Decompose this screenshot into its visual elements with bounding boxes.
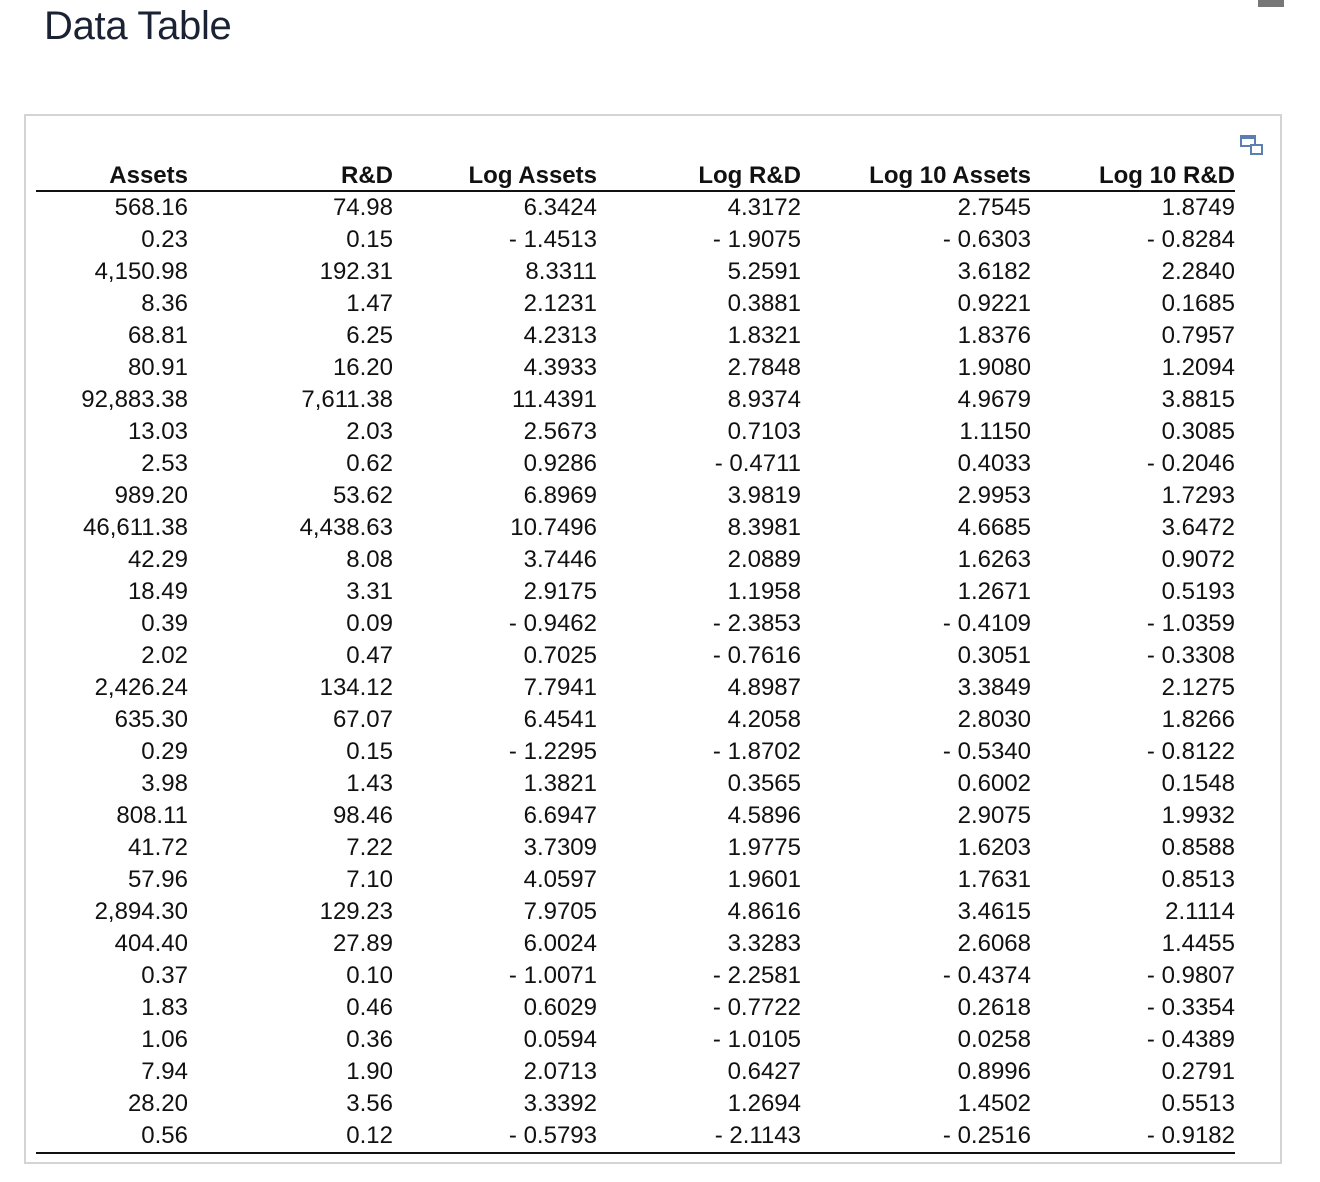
table-row	[36, 1088, 1235, 1120]
table-cell-assets: 18.49	[127, 578, 188, 605]
table-cell-assets: 3.98	[141, 770, 188, 797]
table-cell-log10-assets: 1.2671	[957, 578, 1031, 605]
table-cell-rd: 1.43	[346, 770, 393, 797]
table-cell-assets: 7.94	[141, 1058, 188, 1085]
table-cell-log10-rd: 3.8815	[1161, 386, 1235, 413]
table-row	[36, 704, 1235, 736]
table-cell-assets: 2,426.24	[94, 674, 188, 701]
table-cell-assets: 0.39	[141, 610, 188, 637]
table-cell-log10-rd: 0.3085	[1161, 418, 1235, 445]
table-cell-log-assets: 6.3424	[523, 194, 597, 221]
table-cell-log10-rd: - 0.8284	[1146, 226, 1235, 253]
column-header-log10-rd: Log 10 R&D	[1031, 156, 1235, 191]
table-cell-log10-assets: 4.9679	[957, 386, 1031, 413]
table-row	[36, 191, 1235, 224]
table-row	[36, 1024, 1235, 1056]
table-row	[36, 640, 1235, 672]
table-cell-log10-rd: 0.2791	[1161, 1058, 1235, 1085]
table-cell-log-rd: - 0.7616	[712, 642, 801, 669]
table-cell-log10-rd: - 0.3308	[1146, 642, 1235, 669]
table-cell-log10-assets: 4.6685	[957, 514, 1031, 541]
table-cell-log10-rd: 0.5193	[1161, 578, 1235, 605]
table-cell-rd: 1.47	[346, 290, 393, 317]
table-cell-log-assets: - 1.0071	[508, 962, 597, 989]
table-cell-log10-rd: - 0.9182	[1031, 1120, 1235, 1153]
table-cell-log-rd: 4.3172	[727, 194, 801, 221]
table-cell-rd: 134.12	[319, 674, 393, 701]
table-cell-assets: 28.20	[127, 1090, 188, 1117]
table-cell-log10-rd: 1.4455	[1161, 930, 1235, 957]
table-cell-rd: 3.56	[346, 1090, 393, 1117]
table-cell-log10-rd: 1.8266	[1161, 706, 1235, 733]
table-cell-assets: 989.20	[114, 482, 188, 509]
table-row	[36, 544, 1235, 576]
table-cell-log-rd: 8.3981	[727, 514, 801, 541]
table-cell-log-assets: 2.0713	[523, 1058, 597, 1085]
table-cell-log10-assets: 3.6182	[957, 258, 1031, 285]
table-row	[36, 288, 1235, 320]
table-cell-rd: 0.10	[346, 962, 393, 989]
table-cell-log10-rd: 2.1114	[1165, 898, 1235, 925]
table-cell-log10-rd: - 0.2046	[1146, 450, 1235, 477]
table-row	[36, 736, 1235, 768]
table-cell-rd: 7,611.38	[301, 386, 393, 413]
table-row	[36, 384, 1235, 416]
table-cell-log-assets: 8.3311	[525, 258, 597, 285]
table-cell-assets: 92,883.38	[81, 386, 188, 413]
table-cell-log10-rd: - 0.4389	[1146, 1026, 1235, 1053]
table-cell-log-rd: 1.8321	[727, 322, 801, 349]
table-row	[36, 672, 1235, 704]
table-row	[36, 992, 1235, 1024]
table-cell-log-rd: - 0.4711	[714, 450, 801, 477]
table-cell-log-rd: 0.3565	[727, 770, 801, 797]
table-cell-log-rd: 4.2058	[727, 706, 801, 733]
table-cell-rd: 7.10	[346, 866, 393, 893]
table-cell-assets: 2.02	[141, 642, 188, 669]
table-cell-log10-assets: 1.1150	[959, 418, 1031, 445]
table-cell-log-rd: - 2.1143	[597, 1120, 801, 1153]
column-header-log10-assets: Log 10 Assets	[801, 156, 1031, 191]
table-cell-assets: 635.30	[114, 706, 188, 733]
table-cell-assets: 1.83	[141, 994, 188, 1021]
table-row	[36, 864, 1235, 896]
table-cell-log-rd: - 0.7722	[712, 994, 801, 1021]
column-header-log-rd: Log R&D	[597, 156, 801, 191]
table-cell-log10-assets: 2.9953	[957, 482, 1031, 509]
table-cell-log10-assets: 0.2618	[957, 994, 1031, 1021]
table-cell-rd: 0.47	[346, 642, 393, 669]
table-row	[36, 768, 1235, 800]
table-cell-log-assets: - 1.4513	[508, 226, 597, 253]
table-cell-assets: 68.81	[127, 322, 188, 349]
table-cell-log-rd: 4.8987	[727, 674, 801, 701]
table-cell-rd: 27.89	[332, 930, 393, 957]
table-cell-log-rd: 1.2694	[727, 1090, 801, 1117]
table-cell-log10-assets: 0.6002	[957, 770, 1031, 797]
table-cell-log-rd: 4.5896	[727, 802, 801, 829]
table-cell-rd: 0.09	[346, 610, 393, 637]
table-cell-log-rd: - 2.2581	[712, 962, 801, 989]
table-cell-log-rd: 0.6427	[727, 1058, 801, 1085]
table-row	[36, 448, 1235, 480]
table-cell-log-assets: - 0.9462	[508, 610, 597, 637]
table-cell-rd: 129.23	[319, 898, 393, 925]
table-cell-log-assets: 4.3933	[523, 354, 597, 381]
table-cell-log-rd: - 1.9075	[712, 226, 801, 253]
table-cell-log10-rd: 1.7293	[1161, 482, 1235, 509]
table-cell-log-rd: - 1.8702	[712, 738, 801, 765]
table-cell-rd: 2.03	[346, 418, 393, 445]
table-row	[36, 256, 1235, 288]
table-cell-log-rd: 0.7103	[727, 418, 801, 445]
table-row	[36, 224, 1235, 256]
table-cell-log10-rd: 0.1548	[1161, 770, 1235, 797]
table-cell-log10-rd: - 0.3354	[1146, 994, 1235, 1021]
table-row	[36, 576, 1235, 608]
table-cell-log-rd: - 1.0105	[712, 1026, 801, 1053]
table-cell-log-assets: 7.7941	[523, 674, 597, 701]
table-cell-log10-assets: 2.9075	[957, 802, 1031, 829]
table-cell-assets: 8.36	[141, 290, 188, 317]
table-cell-rd: 67.07	[332, 706, 393, 733]
table-cell-log10-assets: 2.6068	[957, 930, 1031, 957]
window-corner-mark	[1258, 0, 1284, 7]
page-title: Data Table	[44, 4, 232, 48]
table-cell-log-rd: - 2.3853	[712, 610, 801, 637]
table-cell-log-assets: 6.8969	[523, 482, 597, 509]
data-table-panel	[24, 114, 1282, 1164]
table-cell-assets: 0.56	[36, 1120, 188, 1153]
data-table	[36, 156, 1235, 1154]
table-cell-log10-rd: - 1.0359	[1146, 610, 1235, 637]
table-cell-log-assets: 4.2313	[523, 322, 597, 349]
table-cell-log10-rd: 1.9932	[1161, 802, 1235, 829]
table-cell-log10-rd: 0.8588	[1161, 834, 1235, 861]
table-cell-log-assets: 0.7025	[523, 642, 597, 669]
table-cell-log-rd: 4.8616	[727, 898, 801, 925]
table-cell-log10-rd: 2.1275	[1161, 674, 1235, 701]
table-cell-assets: 57.96	[127, 866, 188, 893]
table-cell-log-assets: 2.9175	[523, 578, 597, 605]
table-row	[36, 320, 1235, 352]
table-cell-rd: 3.31	[346, 578, 393, 605]
table-cell-assets: 0.23	[141, 226, 188, 253]
table-cell-log-assets: 6.0024	[523, 930, 597, 957]
table-cell-assets: 808.11	[116, 802, 188, 829]
table-cell-rd: 1.90	[346, 1058, 393, 1085]
table-cell-log10-assets: 1.4502	[957, 1090, 1031, 1117]
table-cell-log10-assets: - 0.5340	[942, 738, 1031, 765]
table-cell-log10-rd: 0.1685	[1161, 290, 1235, 317]
table-row	[36, 416, 1235, 448]
table-cell-assets: 1.06	[141, 1026, 188, 1053]
table-cell-log-assets: 7.9705	[523, 898, 597, 925]
table-cell-rd: 0.12	[188, 1120, 393, 1153]
table-cell-log-assets: 11.4391	[512, 386, 597, 413]
copy-icon[interactable]	[1240, 134, 1264, 156]
table-cell-log-assets: 1.3821	[523, 770, 597, 797]
table-cell-log-assets: 4.0597	[523, 866, 597, 893]
table-row	[36, 480, 1235, 512]
table-cell-log10-rd: - 0.9807	[1146, 962, 1235, 989]
table-cell-log10-assets: 1.7631	[957, 866, 1031, 893]
table-cell-log-rd: 3.9819	[727, 482, 801, 509]
table-cell-log10-assets: 3.3849	[957, 674, 1031, 701]
table-cell-log-assets: 2.5673	[523, 418, 597, 445]
table-cell-log10-assets: - 0.4109	[942, 610, 1031, 637]
table-cell-log-assets: 6.6947	[523, 802, 597, 829]
table-cell-log-assets: 0.9286	[523, 450, 597, 477]
table-cell-log-assets: 0.0594	[523, 1026, 597, 1053]
table-cell-rd: 98.46	[332, 802, 393, 829]
table-cell-rd: 0.15	[346, 226, 393, 253]
table-cell-log-rd: 0.3881	[727, 290, 801, 317]
table-cell-log-assets: 3.7309	[523, 834, 597, 861]
table-cell-rd: 192.31	[319, 258, 393, 285]
table-cell-rd: 8.08	[346, 546, 393, 573]
table-cell-rd: 4,438.63	[299, 514, 393, 541]
table-cell-log10-assets: 2.8030	[957, 706, 1031, 733]
table-cell-log-rd: 2.0889	[727, 546, 801, 573]
table-cell-log10-rd: 0.8513	[1161, 866, 1235, 893]
table-cell-log-assets: - 0.5793	[393, 1120, 597, 1153]
table-cell-assets: 4,150.98	[94, 258, 188, 285]
table-cell-log-assets: 3.7446	[523, 546, 597, 573]
table-cell-log10-assets: 2.7545	[957, 194, 1031, 221]
table-row	[36, 832, 1235, 864]
table-cell-rd: 6.25	[346, 322, 393, 349]
table-cell-log10-rd: 1.8749	[1161, 194, 1235, 221]
table-cell-rd: 0.46	[346, 994, 393, 1021]
table-cell-rd: 0.15	[346, 738, 393, 765]
table-cell-log10-rd: - 0.8122	[1146, 738, 1235, 765]
table-cell-log10-assets: 1.6263	[957, 546, 1031, 573]
table-cell-rd: 53.62	[332, 482, 393, 509]
table-cell-log10-rd: 0.5513	[1161, 1090, 1235, 1117]
table-cell-assets: 0.29	[141, 738, 188, 765]
table-row	[36, 960, 1235, 992]
table-cell-log10-assets: 0.9221	[957, 290, 1031, 317]
table-cell-log10-assets: 0.3051	[957, 642, 1031, 669]
table-cell-log-rd: 1.9601	[727, 866, 801, 893]
table-cell-log10-assets: 0.4033	[957, 450, 1031, 477]
table-cell-assets: 568.16	[114, 194, 188, 221]
table-cell-log10-assets: 1.6203	[957, 834, 1031, 861]
table-cell-rd: 0.62	[346, 450, 393, 477]
table-cell-log-assets: 3.3392	[523, 1090, 597, 1117]
table-row	[36, 896, 1235, 928]
table-cell-log-rd: 1.9775	[727, 834, 801, 861]
table-cell-log10-assets: - 0.6303	[942, 226, 1031, 253]
table-cell-rd: 74.98	[332, 194, 393, 221]
table-row	[36, 1056, 1235, 1088]
table-cell-log10-assets: 1.8376	[957, 322, 1031, 349]
table-cell-assets: 41.72	[127, 834, 188, 861]
table-cell-assets: 0.37	[141, 962, 188, 989]
table-cell-assets: 42.29	[127, 546, 188, 573]
table-cell-log-rd: 2.7848	[727, 354, 801, 381]
table-cell-log10-rd: 0.9072	[1161, 546, 1235, 573]
table-cell-log-rd: 1.1958	[727, 578, 801, 605]
table-row	[36, 1120, 1235, 1153]
table-cell-log10-assets: 3.4615	[957, 898, 1031, 925]
table-cell-log-assets: 6.4541	[523, 706, 597, 733]
table-cell-assets: 2,894.30	[94, 898, 188, 925]
table-cell-assets: 80.91	[127, 354, 188, 381]
table-header-row	[36, 156, 1235, 191]
table-cell-log-rd: 5.2591	[727, 258, 801, 285]
table-cell-log10-assets: 0.8996	[957, 1058, 1031, 1085]
table-row	[36, 352, 1235, 384]
table-row	[36, 608, 1235, 640]
table-cell-log10-rd: 0.7957	[1161, 322, 1235, 349]
table-cell-log10-assets: - 0.4374	[942, 962, 1031, 989]
table-row	[36, 928, 1235, 960]
table-row	[36, 800, 1235, 832]
table-cell-assets: 46,611.38	[83, 514, 188, 541]
column-header-rd: R&D	[188, 156, 393, 191]
table-cell-log10-assets: 1.9080	[957, 354, 1031, 381]
table-cell-rd: 7.22	[346, 834, 393, 861]
table-cell-log10-rd: 2.2840	[1161, 258, 1235, 285]
table-cell-assets: 13.03	[127, 418, 188, 445]
table-cell-log10-assets: - 0.2516	[801, 1120, 1031, 1153]
table-cell-log10-rd: 3.6472	[1161, 514, 1235, 541]
table-body	[36, 191, 1235, 1153]
table-cell-log-assets: - 1.2295	[508, 738, 597, 765]
table-cell-rd: 16.20	[332, 354, 393, 381]
column-header-assets: Assets	[36, 156, 188, 191]
table-cell-log-rd: 8.9374	[727, 386, 801, 413]
table-cell-log-assets: 10.7496	[510, 514, 597, 541]
column-header-log-assets: Log Assets	[393, 156, 597, 191]
table-cell-log-assets: 0.6029	[523, 994, 597, 1021]
table-cell-log-rd: 3.3283	[727, 930, 801, 957]
table-cell-rd: 0.36	[346, 1026, 393, 1053]
table-cell-log10-assets: 0.0258	[957, 1026, 1031, 1053]
table-cell-log10-rd: 1.2094	[1161, 354, 1235, 381]
table-cell-assets: 404.40	[114, 930, 188, 957]
table-cell-assets: 2.53	[141, 450, 188, 477]
table-row	[36, 512, 1235, 544]
table-cell-log-assets: 2.1231	[523, 290, 597, 317]
